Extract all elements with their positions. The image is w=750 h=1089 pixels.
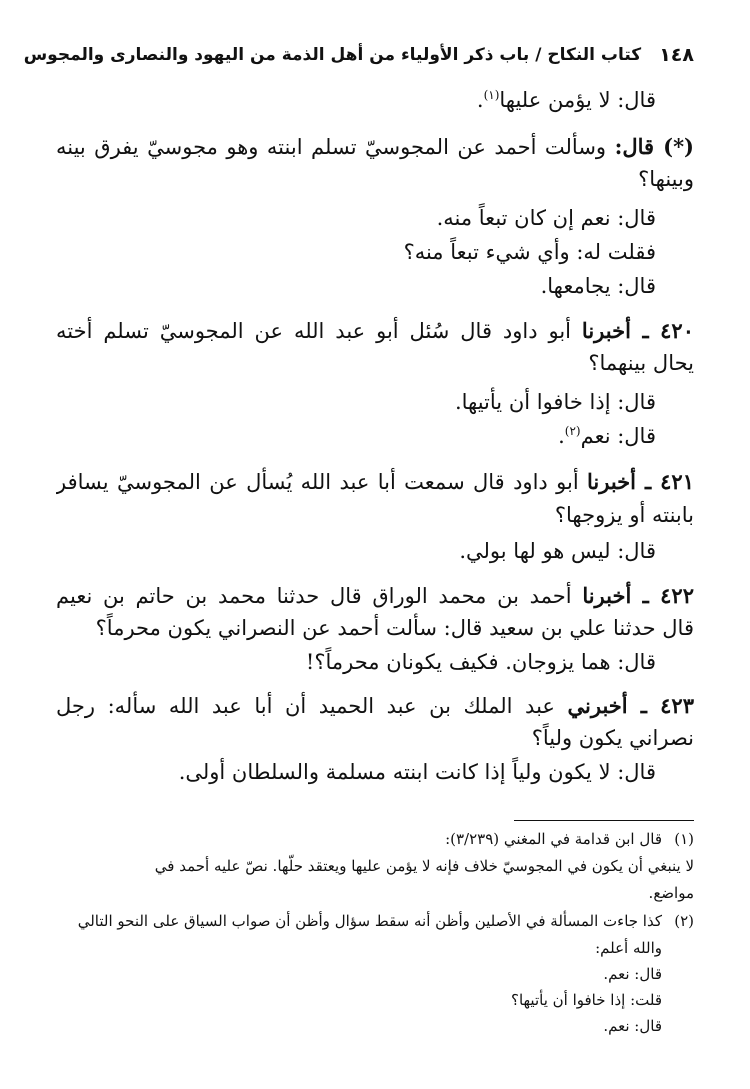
running-header: [23, 40, 694, 70]
text-line: فقلت له: وأي شيء تبعاً منه؟: [403, 240, 656, 264]
footnote-line: قال: نعم.: [603, 1017, 662, 1035]
text-line: قال: لا يكون ولياً إذا كانت ابنته مسلمة والسلطان أولى.: [178, 760, 656, 784]
paragraph-lead: ٤٢٢ ـ أخبرنا: [582, 583, 694, 608]
text-line: قال: هما يزوجان. فكيف يكونان محرماً؟!: [305, 650, 656, 674]
text-line: ٤٢٠ ـ أخبرنا أبو داود قال سُئل أبو عبد الله عن المجوسيّ تسلم أخته: [56, 318, 694, 343]
footnote-line: قال: نعم.: [603, 965, 662, 983]
text-line: قال حدثنا علي بن سعيد قال: سألت أحمد عن النصراني يكون محرماً؟: [95, 616, 694, 640]
text-line: نصراني يكون ولياً؟: [531, 726, 694, 750]
footnote-line: لا ينبغي أن يكون في المجوسيّ خلاف فإنه لا يؤمن عليها ويعتقد حلّها. نصّ عليه أحمد في: [154, 857, 694, 875]
text-line: (*) قال: وسألت أحمد عن المجوسيّ تسلم ابنته وهو مجوسيّ يفرق بينه: [56, 134, 694, 159]
header-title: كتاب النكاح / باب ذكر الأولياء من أهل الذمة من اليهود والنصارى والمجوس: [23, 45, 642, 65]
text-line: ٤٢٢ ـ أخبرنا أحمد بن محمد الوراق قال حدثنا محمد بن حاتم بن نعيم: [56, 583, 694, 608]
footnote-line: قلت: إذا خافوا أن يأتيها؟: [510, 991, 662, 1009]
text-line: يحال بينهما؟: [588, 351, 694, 375]
footnote-number: (١): [674, 830, 694, 848]
footnote-line: (١)قال ابن قدامة في المغني (٣/٢٣٩):: [56, 827, 694, 852]
footnote-ref[interactable]: (١): [483, 88, 500, 102]
footnote-separator: [514, 820, 694, 821]
text-line: قال: لا يؤمن عليها$^{(١)}$.: [476, 88, 656, 112]
text-line: قال: ليس هو لها بولي.: [459, 539, 656, 563]
text-line: وبينها؟: [638, 167, 694, 191]
text-line: ٤٢٣ ـ أخبرني عبد الملك بن عبد الحميد أن أبا عبد الله سأله: رجل: [56, 693, 694, 718]
paragraph-lead: ٤٢٣ ـ أخبرني: [567, 693, 694, 718]
paragraph-lead: ٤٢٠ ـ أخبرنا: [581, 318, 694, 343]
paragraph-lead: (*) قال:: [614, 134, 694, 159]
footnote-line: والله أعلم:: [595, 939, 662, 957]
text-line: بابنته أو يزوجها؟: [554, 503, 694, 527]
footnote-number: (٢): [674, 912, 694, 930]
footnote-ref[interactable]: (٢): [564, 424, 581, 438]
page-number: ١٤٨: [659, 44, 694, 66]
text-line: ٤٢١ ـ أخبرنا أبو داود قال سمعت أبا عبد الله يُسأل عن المجوسيّ يسافر: [56, 469, 694, 494]
text-line: قال: نعم$^{(٢)}$.: [558, 424, 656, 448]
text-line: قال: نعم إن كان تبعاً منه.: [436, 206, 656, 230]
paragraph-lead: ٤٢١ ـ أخبرنا: [587, 469, 694, 494]
footnote-line: (٢)كذا جاءت المسألة في الأصلين وأظن أنه سقط سؤال وأظن أن صواب السياق على النحو التالي: [56, 909, 694, 934]
footnote-line: مواضع.: [648, 884, 694, 902]
text-line: قال: إذا خافوا أن يأتيها.: [454, 390, 656, 414]
text-line: قال: يجامعها.: [540, 274, 656, 298]
